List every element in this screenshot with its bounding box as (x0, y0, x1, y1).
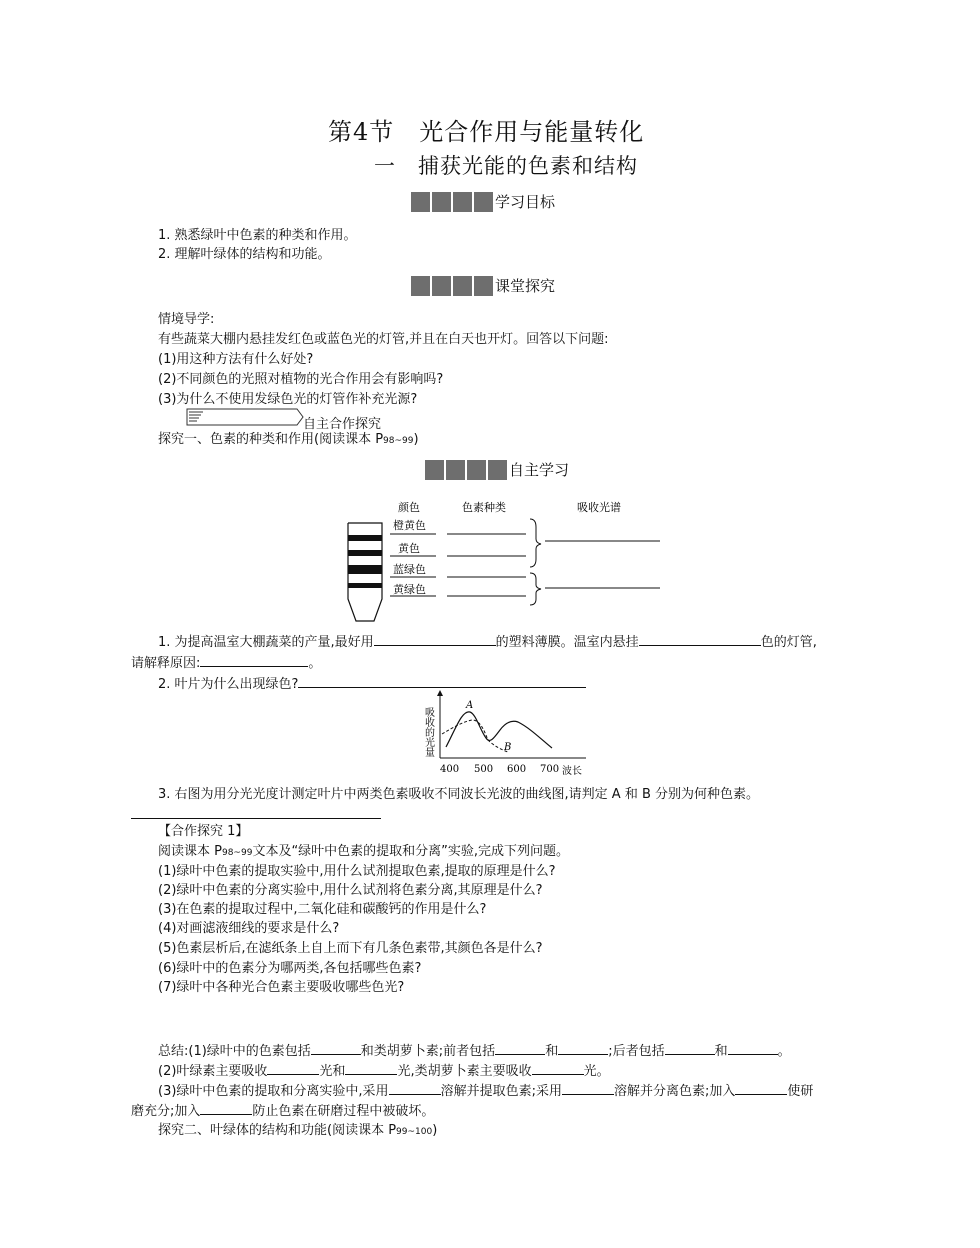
graph-ylabel: 吸收的光量 (422, 707, 434, 757)
pigment-color: 黄色 (398, 542, 420, 555)
question-one: 1. 为提高温室大棚蔬菜的产量,最好用 的塑料薄膜。温室内悬挂 色的灯管, (158, 635, 817, 650)
absorption-graph (418, 690, 593, 782)
divider (131, 818, 381, 819)
curve-b-label: B (504, 742, 512, 753)
page-subtitle: 一 捕获光能的色素和结构 (374, 154, 638, 178)
intro-text: 有些蔬菜大棚内悬挂发红色或蓝色光的灯管,并且在白天也开灯。回答以下问题: (158, 332, 609, 347)
self-coop-label: 自主合作探究 (303, 417, 382, 432)
question-two: 2. 叶片为什么出现绿色? (158, 675, 586, 693)
goal-item: 1. 熟悉绿叶中色素的种类和作用。 (158, 228, 357, 243)
section-bar-icon (411, 276, 493, 296)
section-bar-icon (425, 460, 507, 480)
coop-title: 【合作探究 1】 (158, 824, 249, 839)
section-self-study-header: 自主学习 (425, 459, 569, 480)
coop-question: (1)绿叶中色素的提取实验中,用什么试剂提取色素,提取的原理是什么? (158, 864, 556, 879)
coop-question: (2)绿叶中色素的分离实验中,用什么试剂将色素分离,其原理是什么? (158, 883, 543, 898)
coop-question: (4)对画滤液细线的要求是什么? (158, 921, 340, 936)
table-header: 吸收光谱 (577, 501, 621, 514)
table-header: 颜色 (398, 501, 420, 514)
summary-three: (3)绿叶中色素的提取和分离实验中,采用 溶解并提取色素;采用 溶解并分离色素;加入 使研 (158, 1084, 814, 1099)
pigment-color: 橙黄色 (393, 519, 426, 532)
coop-read: 阅读课本 P98~99文本及“绿叶中色素的提取和分离”实验,完成下列问题。 (158, 844, 570, 859)
intro-question: (1)用这种方法有什么好处? (158, 352, 314, 367)
pigment-color: 黄绿色 (393, 583, 426, 596)
graph-xlabel: 波长 (562, 766, 582, 777)
explore-one-heading: 探究一、色素的种类和作用(阅读课本 P98~99) (158, 432, 419, 447)
question-three: 3. 右图为用分光光度计测定叶片中两类色素吸收不同波长光波的曲线图,请判定 A 和 B 分别为何种色素。 (158, 787, 760, 802)
coop-question: (7)绿叶中各种光合色素主要吸收哪些色光? (158, 980, 405, 995)
question-one-reason: 请解释原因: 。 (131, 656, 322, 671)
intro-question: (3)为什么不使用发绿色光的灯管作补充光源? (158, 392, 418, 407)
section-classroom-header: 课堂探究 (411, 275, 555, 296)
intro-label: 情境导学: (158, 312, 215, 327)
graph-tick: 500 (474, 764, 494, 775)
graph-tick: 700 (540, 764, 560, 775)
section-bar-icon (411, 192, 493, 212)
graph-tick: 600 (507, 764, 527, 775)
goal-item: 2. 理解叶绿体的结构和功能。 (158, 247, 331, 262)
pigment-strip-diagram (340, 495, 670, 625)
coop-question: (6)绿叶中的色素分为哪两类,各包括哪些色素? (158, 961, 422, 976)
self-coop-tag-icon (185, 407, 310, 427)
page-title: 第4节 光合作用与能量转化 (328, 118, 645, 146)
coop-question: (5)色素层析后,在滤纸条上自上而下有几条色素带,其颜色各是什么? (158, 941, 543, 956)
summary-one: 总结:(1)绿叶中的色素包括 和类胡萝卜素;前者包括 和 ;后者包括 和 。 (158, 1044, 791, 1059)
curve-a (446, 712, 552, 748)
summary-three-cont: 磨充分;加入 防止色素在研磨过程中被破坏。 (131, 1104, 435, 1119)
pigment-color: 蓝绿色 (393, 563, 426, 576)
curve-a-label: A (466, 700, 474, 711)
explore-two-heading: 探究二、叶绿体的结构和功能(阅读课本 P99~100) (158, 1123, 438, 1138)
coop-question: (3)在色素的提取过程中,二氧化硅和碳酸钙的作用是什么? (158, 902, 487, 917)
graph-tick: 400 (440, 764, 460, 775)
intro-question: (2)不同颜色的光照对植物的光合作用会有影响吗? (158, 372, 444, 387)
table-header: 色素种类 (462, 501, 506, 514)
section-goals-header: 学习目标 (411, 191, 555, 212)
summary-two: (2)叶绿素主要吸收 光和 光,类胡萝卜素主要吸收 光。 (158, 1064, 610, 1079)
